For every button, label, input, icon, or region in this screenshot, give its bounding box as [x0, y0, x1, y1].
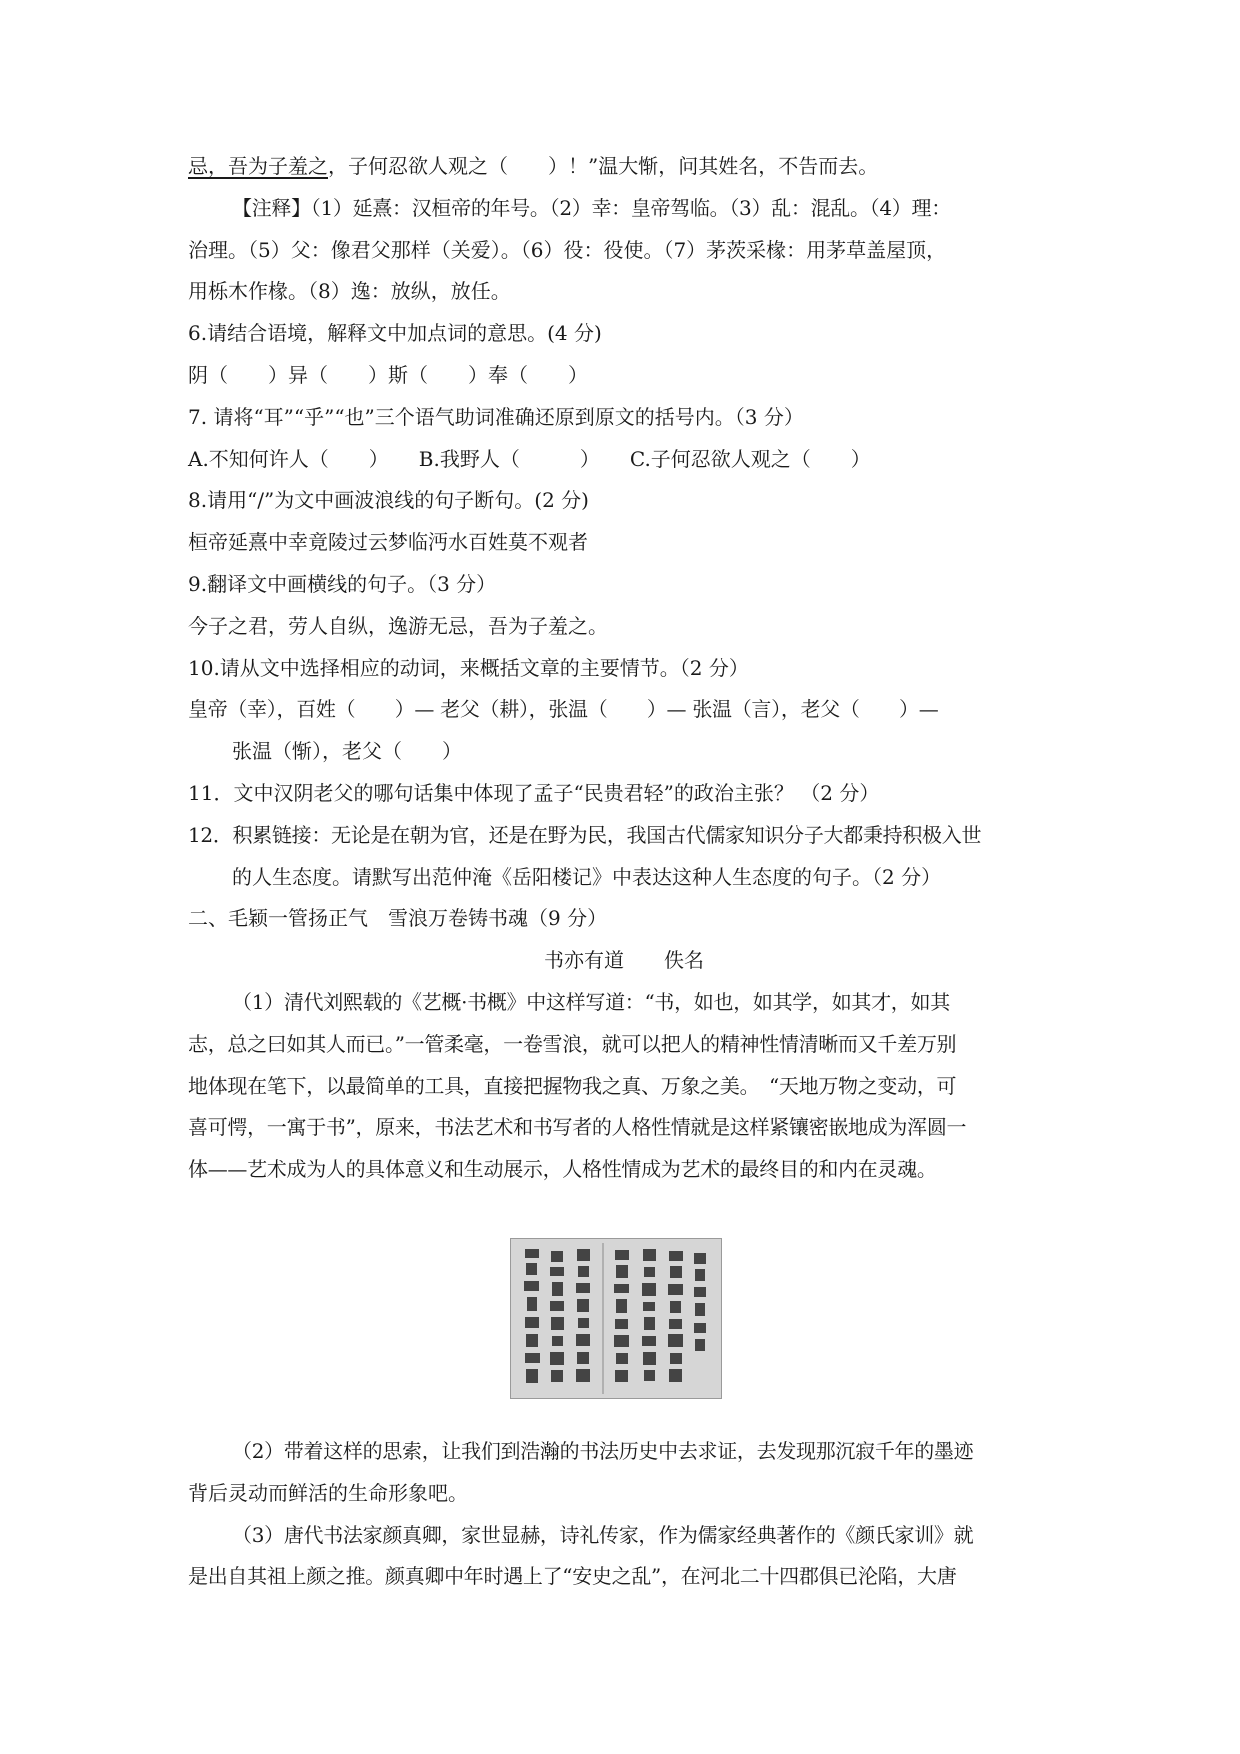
article-p3-line-2: 是出自其祖上颜之推。颜真卿中年时遇上了“安史之乱”，在河北二十四郡俱已沦陷，大唐 — [188, 1564, 957, 1589]
question-9-sentence: 今子之君，劳人自纵，逸游无忌，吾为子羞之。 — [188, 613, 608, 638]
notes-line-1: 【注释】（1）延熹：汉桓帝的年号。（2）幸：皇帝驾临。（3）乱：混乱。（4）理： — [232, 195, 951, 220]
question-6-blanks: 阴（ ）异（ ）斯（ ）奉（ ） — [188, 362, 588, 387]
question-10-line-2: 张温（惭），老父（ ） — [232, 739, 462, 764]
question-7-prompt: 7. 请将“耳”“乎”“也”三个语气助词准确还原到原文的括号内。（3 分） — [188, 404, 804, 429]
article-p1-line-5: 体——艺术成为人的具体意义和生动展示，人格性情成为艺术的最终目的和内在灵魂。 — [188, 1157, 937, 1182]
notes-line-3: 用栎木作椽。（8）逸：放纵，放任。 — [188, 279, 511, 304]
article-p3-line-1: （3）唐代书法家颜真卿，家世显赫，诗礼传家，作为儒家经典著作的《颜氏家训》就 — [232, 1522, 974, 1547]
article-p1-line-1: （1）清代刘熙载的《艺概·书概》中这样写道：“书，如也，如其学，如其才，如其 — [232, 989, 950, 1014]
question-12-line-1: 12．积累链接：无论是在朝为官，还是在野为民，我国古代儒家知识分子大都秉持积极入世 — [188, 822, 982, 847]
section-2-heading: 二、毛颖一管扬正气 雪浪万卷铸书魂（9 分） — [188, 906, 608, 931]
calligraphy-image — [510, 1238, 722, 1399]
question-9-prompt: 9.翻译文中画横线的句子。（3 分） — [188, 571, 497, 596]
article-p1-line-4: 喜可愕，一寓于书”，原来，书法艺术和书写者的人格性情就是这样紧镶密嵌地成为浑圆一 — [188, 1115, 967, 1140]
notes-line-2: 治理。（5）父：像君父那样（关爱）。（6）役：役使。（7）茅茨采椽：用茅草盖屋顶， — [188, 237, 947, 262]
article-p1-line-3: 地体现在笔下，以最简单的工具，直接把握物我之真、万象之美。 “天地万物之变动，可 — [188, 1073, 957, 1098]
calligraphy-illustration — [511, 1239, 721, 1398]
question-8-prompt: 8.请用“/”为文中画波浪线的句子断句。(2 分) — [188, 488, 589, 513]
passage-end-line — [188, 146, 1060, 188]
passage-end-text: ，子何忍欲人观之（ ）！”温大惭，问其姓名，不告而去。 — [328, 154, 879, 178]
question-7-options: A.不知何许人（ ） B.我野人（ ） C.子何忍欲人观之（ ） — [188, 446, 871, 471]
question-12-line-2: 的人生态度。请默写出范仲淹《岳阳楼记》中表达这种人生态度的句子。（2 分） — [232, 864, 942, 889]
question-10-prompt: 10.请从文中选择相应的动词，来概括文章的主要情节。（2 分） — [188, 655, 749, 680]
article-p2-line-1: （2）带着这样的思索，让我们到浩瀚的书法历史中去求证，去发现那沉寂千年的墨迹 — [232, 1438, 974, 1463]
question-6-prompt: 6.请结合语境，解释文中加点词的意思。(4 分) — [188, 321, 602, 346]
article-title: 书亦有道 佚名 — [544, 948, 704, 973]
question-8-sentence: 桓帝延熹中幸竟陵过云梦临沔水百姓莫不观者 — [188, 530, 588, 555]
question-11-prompt: 11．文中汉阴老父的哪句话集中体现了孟子“民贵君轻”的政治主张？ （2 分） — [188, 780, 880, 805]
underlined-sentence: 忌，吾为子羞之 — [188, 154, 328, 178]
article-p1-line-2: 志，总之曰如其人而已。”一管柔毫，一卷雪浪，就可以把人的精神性情清晰而又千差万别 — [188, 1031, 957, 1056]
question-10-line-1: 皇帝（幸），百姓（ ）— 老父（耕），张温（ ）— 张温（言），老父（ ）— — [188, 697, 939, 722]
article-p2-line-2: 背后灵动而鲜活的生命形象吧。 — [188, 1480, 468, 1505]
